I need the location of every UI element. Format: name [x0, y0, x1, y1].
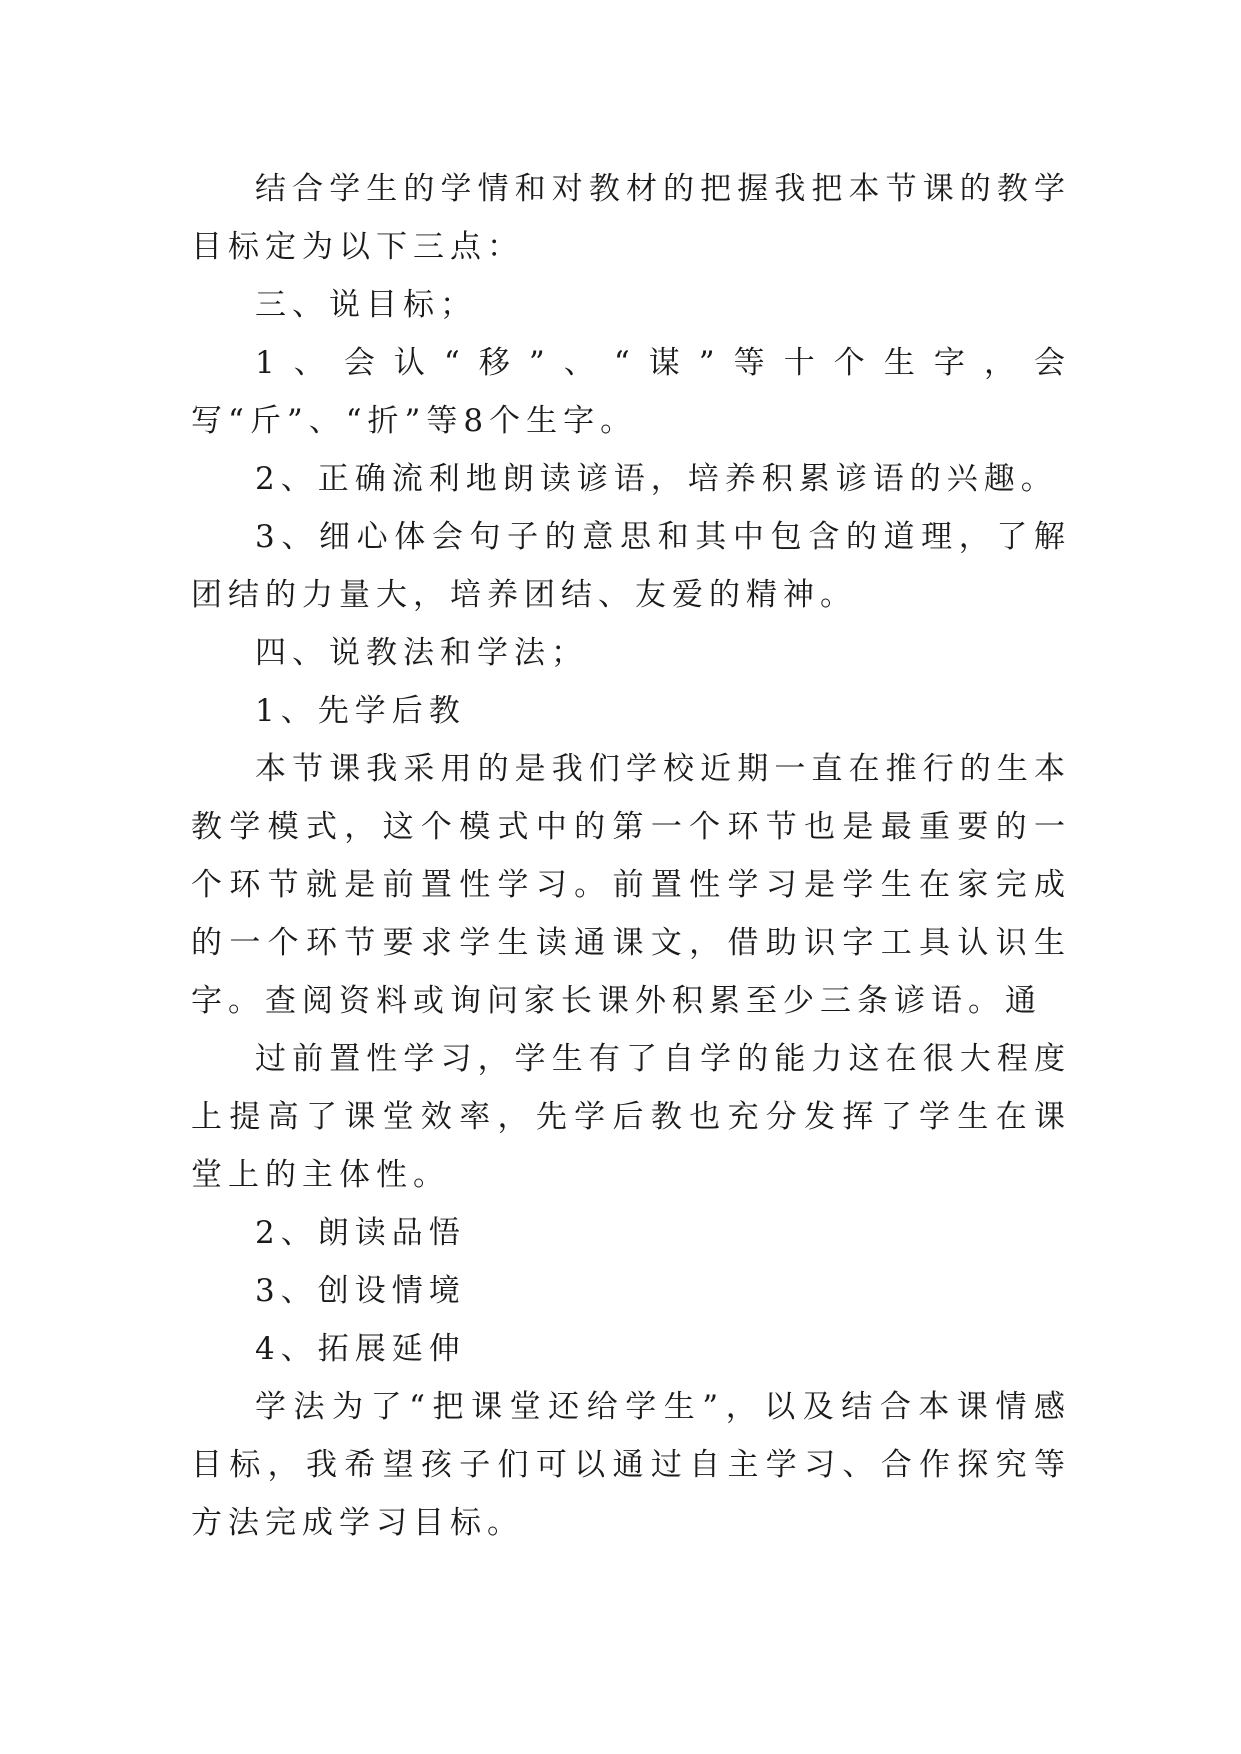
document-body	[191, 160, 1071, 1552]
goal-item-3: 3、细心体会句子的意思和其中包含的道理，了解团结的力量大，培养团结、友爱的精神。	[191, 519, 1071, 613]
method-item-3: 3、创设情境	[255, 1273, 466, 1309]
heading-methods: 四、说教法和学法；	[255, 635, 588, 671]
method-item-1: 1、先学后教	[255, 693, 466, 729]
heading-goals: 三、说目标；	[255, 287, 477, 323]
paragraph-method-1-detail: 本节课我采用的是我们学校近期一直在推行的生本教学模式，这个模式中的第一个环节也是最重要的一个环节就是前置性学习。前置性学习是学生在家完成的一个环节要求学生读通课文，借助识字工具认识生字。查阅资料或询问家长课外积累至少三条谚语。通	[191, 751, 1071, 1019]
goal-item-2: 2、正确流利地朗读谚语，培养积累谚语的兴趣。	[255, 461, 1058, 497]
paragraph-method-1-result: 过前置性学习，学生有了自学的能力这在很大程度上提高了课堂效率，先学后教也充分发挥了学生在课堂上的主体性。	[191, 1041, 1071, 1193]
goal-item-1: 1、会认“移”、“谋”等十个生字，会写“斤”、“折”等8个生字。	[191, 345, 1071, 439]
paragraph-study-method: 学法为了“把课堂还给学生”，以及结合本课情感目标，我希望孩子们可以通过自主学习、合作探究等方法完成学习目标。	[191, 1389, 1071, 1541]
method-item-4: 4、拓展延伸	[255, 1331, 466, 1367]
paragraph-intro: 结合学生的学情和对教材的把握我把本节课的教学目标定为以下三点：	[191, 171, 1071, 265]
method-item-2: 2、朗读品悟	[255, 1215, 466, 1251]
